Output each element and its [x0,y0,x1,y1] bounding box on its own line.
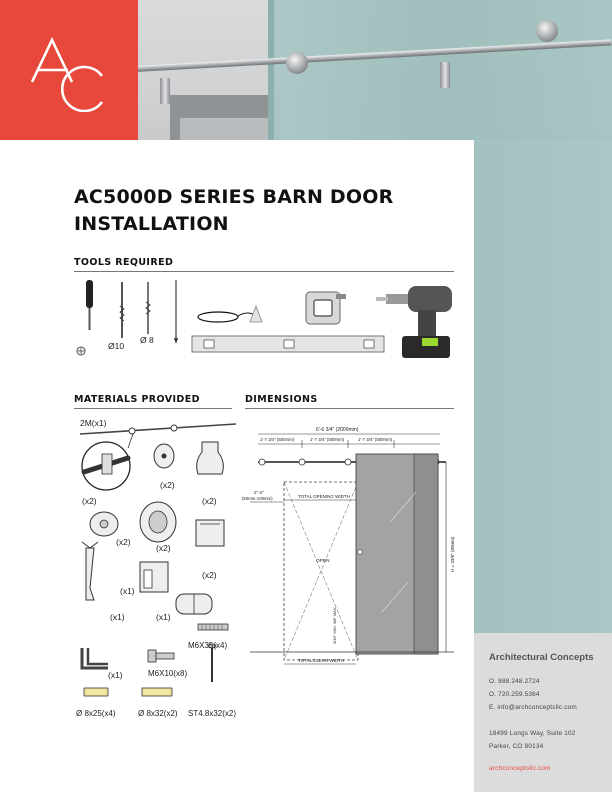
rail-label: 2M(x1) [80,418,107,428]
anchor-8x25-icon [84,688,108,696]
floor-guide-qty-label: (x1) [120,586,135,596]
tools-heading: TOOLS REQUIRED [74,257,174,268]
screw-m6x10-label: M6X10(x8) [148,669,188,678]
drill-bit-10-icon [120,282,124,338]
page-title [74,184,454,238]
phone-2[interactable]: O. 720.259.5364 [489,691,540,698]
handle-qty-label: (x1) [156,612,171,622]
materials-rule [74,408,232,409]
company-name: Architectural Concepts [489,652,594,663]
door-handle-icon [176,594,212,614]
clamp-icon [196,520,224,546]
address-line-1: 18499 Longs Way, Suite 102 [489,730,576,737]
tape-measure-icon [306,292,346,324]
washer-icon [154,444,174,468]
bushing-icon [197,442,224,474]
drill-bit-8-icon [146,282,150,334]
height-label: H = 33/8" (80mm) [450,536,455,572]
spanner-qty-label: (x1) [110,612,125,622]
offset-mm-label: (50mm-100mm) [242,496,273,501]
clear-width-label: TOTAL CLEAR WIDTH [298,658,345,663]
screwdriver-icon [77,280,93,355]
title-line-1: AC5000D SERIES BARN DOOR [74,186,394,208]
seg3-dim-label: 1'-7 3/4" (500mm) [358,437,393,442]
title-line-2: INSTALLATION [74,213,229,235]
open-label: OPEN [316,559,330,564]
anchor-8x32-label: Ø 8x32(x2) [138,709,178,718]
rail-stop-icon [82,434,133,490]
address-line-2: Parker, CO 80134 [489,743,544,750]
plumb-line-icon [198,306,262,322]
drill-bit-10-label: Ø10 [108,341,125,351]
door-roller-2 [536,20,558,42]
seg1-dim-label: 1'-7 3/4" (500mm) [260,437,295,442]
email-link[interactable]: E. info@archconceptsllc.com [489,704,577,711]
dimensions-drawing [240,412,460,674]
screw-m6x35-label: M6X35(x4) [188,641,228,650]
anchor-8x32-icon [142,688,172,696]
gap-label: 3/16" MIN. 3/8" MAX. [332,606,337,644]
materials-heading: MATERIALS PROVIDED [74,394,200,405]
allen-keys-icon [82,648,108,668]
phone-1[interactable]: O. 888.248.2724 [489,678,540,685]
website-link[interactable]: archconceptsllc.com [489,765,551,772]
wall-bracket-1 [160,78,170,104]
materials-illustration [72,412,240,722]
pencil-icon [174,280,178,344]
wall-bracket-2 [440,62,450,88]
wheel-small-qty-label: (x2) [116,537,131,547]
opening-width-label: TOTAL OPENING WIDTH [298,494,350,499]
anchor-8x25-label: Ø 8x25(x4) [76,709,116,718]
door-roller-1 [286,52,308,74]
allen-qty-label: (x1) [108,670,123,680]
level-icon [192,336,384,352]
drill-bit-8-label: Ø 8 [140,335,154,345]
bushing-qty-label: (x2) [202,496,217,506]
wheel-small-icon [90,512,118,536]
dimensions-rule [245,408,454,409]
cordless-drill-icon [376,286,452,358]
dimensions-heading: DIMENSIONS [245,394,318,405]
contact-panel [474,633,612,792]
floor-guide-icon [140,562,168,592]
clamp-qty-label: (x2) [202,570,217,580]
wheel-large-qty-label: (x2) [156,543,171,553]
ac-logo-icon [28,32,108,112]
washer-qty-label: (x2) [160,480,175,490]
overall-dim-label: 6'-6 3/4" (2000mm) [316,427,359,433]
seg2-dim-label: 1'-7 3/4" (500mm) [310,437,345,442]
screw-st48-label: ST4.8x32(x2) [188,709,237,718]
wheel-large-icon [140,502,176,542]
offset-label: 2"-4" [254,490,264,495]
stop-qty-label: (x2) [82,496,97,506]
screw-m6x10-icon [148,650,174,662]
screw-m6x35-icon [198,624,228,630]
spanner-wrench-icon [82,542,98,600]
company-logo [0,0,138,140]
tools-illustration [70,276,470,366]
tools-rule [74,271,454,272]
